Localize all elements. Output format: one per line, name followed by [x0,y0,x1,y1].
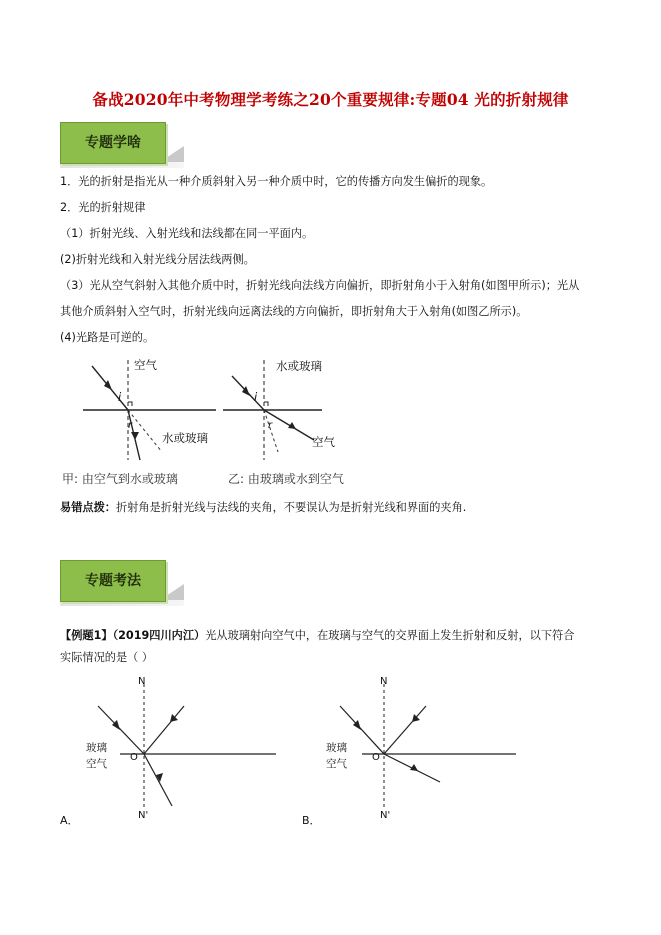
refracted-ray [144,754,172,806]
example-text: 光从玻璃射向空气中，在玻璃与空气的交界面上发生折射和反射，以下符合 [205,629,575,642]
point-3: （1）折射光线、入射光线和法线都在同一平面内。 [60,227,314,240]
option-b-medium-top: 玻璃 [326,742,347,754]
point-1: 1．光的折射是指光从一种介质斜射入另一种介质中时，它的传播方向发生偏折的现象。 [60,175,493,188]
diagram-a-angle-r: r [128,420,133,431]
option-b-normal-top: N [380,676,388,687]
tip [60,500,620,516]
option-b-origin: O [372,752,380,763]
option-b-letter[interactable]: B． [302,814,321,827]
diagram-b-caption: 乙: 由玻璃或水到空气 [228,472,344,486]
angle-mark [128,402,132,406]
option-a-letter[interactable]: A． [60,814,79,827]
section-bar [60,122,166,164]
diagram-b-angle-i: i [254,390,258,404]
option-a-medium-bottom: 空气 [86,758,107,770]
option-a-medium-top: 玻璃 [86,742,107,754]
angle-mark [264,402,268,406]
section-header-learn [60,122,184,168]
document-title: 备战2020年中考物理学考练之20个重要规律:专题04 光的折射规律 [92,90,569,109]
option-b-medium-bottom: 空气 [326,758,347,770]
tip-label: 易错点拨： [60,501,116,514]
diagram-a-top-label: 空气 [134,358,157,372]
option-a-origin: O [130,752,138,763]
example-source: （2019四川内江） [112,629,206,642]
point-5a: （3）光从空气斜射入其他介质中时，折射光线向法线方向偏折，即折射角小于入射角(如图甲所示)；光从 [60,279,580,292]
diagram-a-caption: 甲: 由空气到水或玻璃 [62,472,178,486]
refracted-arrow [131,432,139,440]
reflected-ray [144,706,184,754]
point-6: (4)光路是可逆的。 [60,331,155,344]
diagram-b-bottom-label: 空气 [312,435,335,449]
section-bar [60,560,166,602]
option-a-normal-top: N [138,676,146,687]
diagram-a-angle-i: i [118,390,122,404]
diagram-b-top-label: 水或玻璃 [276,359,322,373]
diagram-a-bottom-label: 水或玻璃 [162,431,208,445]
example-line-2: 实际情况的是（ ） [60,651,154,664]
example-line-1 [60,628,620,644]
point-4: (2)折射光线和入射光线分居法线两侧。 [60,253,255,266]
option-b-normal-bottom: N' [380,810,391,821]
option-a-normal-bottom: N' [138,810,149,821]
reverse-extension [264,410,278,452]
section-header-exam [60,560,184,606]
section-label: 专题学啥 [85,135,141,151]
reflected-ray [384,706,426,754]
section-label: 专题考法 [85,573,141,589]
diagram-b-angle-r: r [268,420,273,431]
point-5b: 其他介质斜射入空气时，折射光线向远离法线的方向偏折，即折射角大于入射角(如图乙所示)。 [60,305,528,318]
point-2: 2．光的折射规律 [60,201,146,214]
example-tag: 【例题1】 [60,629,113,642]
reflected-arrow [412,714,420,722]
tip-text: 折射角是折射光线与法线的夹角，不要误认为是折射光线和界面的夹角. [115,501,467,514]
